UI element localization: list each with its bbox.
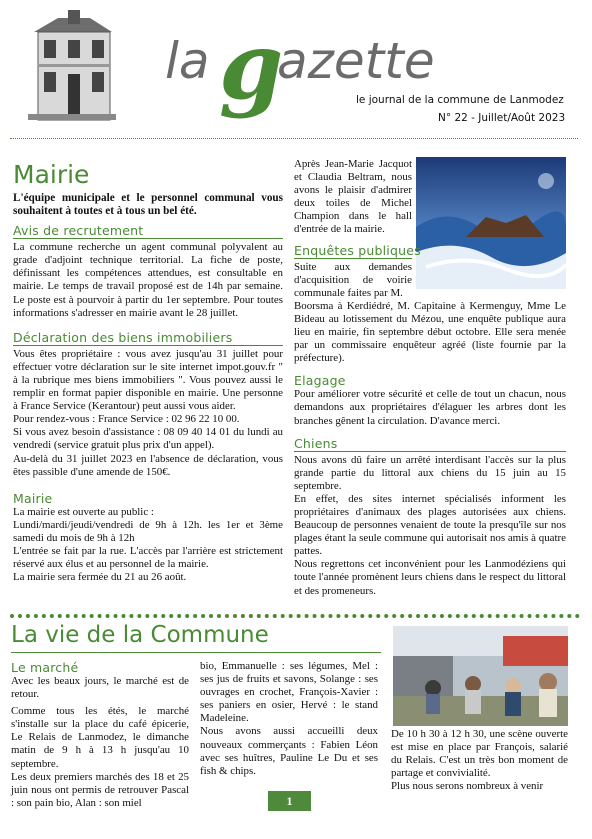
page-number: 1	[286, 793, 293, 808]
enquetes-text-a: Suite aux demandes d'acquisition de voirie communale faites par M.	[294, 260, 412, 299]
divider	[294, 451, 566, 453]
horaires-heading: Mairie	[13, 490, 53, 506]
marche-heading: Le marché	[11, 660, 79, 675]
expo-text: Après Jean-Marie Jacquot et Claudia Beltram, nous avons le plaisir d'admirer deux toiles de Michel Champion dans le hall d'entrée de la mairie.	[294, 158, 412, 236]
header-subtitle: le journal de la commune de Lanmodez	[356, 94, 564, 106]
header-rule	[10, 138, 578, 140]
divider	[294, 258, 412, 260]
chiens-p2: En effet, des sites internet spécialisés informent les propriétaires d'animaux des plages autorisées aux chiens. Beaucoup de personnes venaient de toute la presqu'île sur nos plages étant la seule commune qui autorisait nos amis à quatre pattes.	[294, 492, 566, 558]
marche-col2-p1: bio, Emmanuelle : ses légumes, Mel : ses jus de fruits et savons, Solange : ses ouvrages en crochet, François-Xavier : ses paniers en osier, Hervé : le stand Madeleine.	[200, 660, 378, 725]
horaires-p4: La mairie sera fermée du 21 au 26 août.	[13, 571, 187, 584]
vie-title-rule	[11, 652, 381, 653]
left-column	[13, 192, 283, 584]
logo-g: g	[219, 12, 284, 120]
horaires-p1: La mairie est ouverte au public :	[13, 505, 154, 518]
divider	[13, 238, 283, 240]
divider	[13, 345, 283, 347]
marche-col2-p2: Nous avons aussi accueilli deux nouveaux commerçants : Fabien Léon avec ses huîtres, Pauline Le Du et ses fish & chips.	[200, 725, 378, 777]
recrutement-heading: Avis de recrutement	[13, 223, 144, 239]
page-number-badge	[268, 791, 311, 811]
marche-p1: Avec les beaux jours, le marché est de retour.	[11, 675, 189, 701]
gazette-logo	[165, 12, 465, 128]
marche-col3	[391, 728, 568, 793]
chiens-p3: Nous regrettons cet inconvénient pour les Lanmodéziens qui toute l'année promènent leurs chiens dans le respect du littoral et des promeneurs.	[294, 558, 566, 597]
enquetes-text-b: Boorsma à Kerdiédré, M. Capitaine à Kermenguy, Mme Le Bideau au lotissement du Mézou, une enquête publique aura lieu en mairie, fin septembre début octobre. Elle sera menée par un commissaire enquêteur agréé (liste fournie par la préfecture).	[294, 299, 566, 365]
logo-azette: azette	[277, 32, 435, 90]
mairie-building-image	[28, 10, 116, 122]
elagage-heading: Elagage	[294, 373, 346, 389]
marche-col1	[11, 660, 189, 810]
section-separator	[10, 614, 580, 618]
biens-p1: Vous êtes propriétaire : vous avez jusqu'au 31 juillet pour effectuer votre déclaration sur le site internet impot.gouv.fr " à la rubrique mes biens immobiliers ". Vous pouvez aussi le remplir en format papier disponible en mairie. Une personne à France Service (Kerantour) peut aussi vous aider.	[13, 347, 283, 413]
market-photo	[393, 626, 568, 726]
marche-col2	[200, 660, 378, 778]
biens-heading: Déclaration des biens immobiliers	[13, 329, 233, 345]
horaires-p2: Lundi/mardi/jeudi/vendredi de 9h à 12h. les 1er et 3ème samedi du mois de 9h à 12h	[13, 518, 283, 544]
biens-p4: Au-delà du 31 juillet 2023 en l'absence de déclaration, vous êtes passible d'une amende de 150€.	[13, 452, 283, 478]
marche-col3-p1: De 10 h 30 à 12 h 30, une scène ouverte est mise en place par François, salarié du Relais. C'est un très bon moment de partage et convivialité.	[391, 728, 568, 780]
right-column	[294, 158, 566, 598]
mairie-title: Mairie	[13, 160, 90, 189]
horaires-p3: L'entrée se fait par la rue. L'accès par l'arrière est strictement réservé aux élus et au personnel de la mairie.	[13, 544, 283, 571]
logo-la: la	[165, 32, 210, 90]
biens-p3: Si vous avez besoin d'assistance : 08 09 40 14 01 du lundi au vendredi (service gratuit plus prix d'un appel).	[13, 426, 283, 452]
chiens-p1: Nous avons dû faire un arrêté interdisant l'accès sur la plus grande partie du littoral aux chiens du 15 juin au 15 septembre.	[294, 453, 566, 492]
enquetes-heading: Enquêtes publiques	[294, 242, 421, 258]
marche-p2: Comme tous les étés, le marché s'installe sur la place du café épicerie, Le Relais de Lanmodez, le dimanche matin de 9 h à 13 h jusqu'au 10 septembre.	[11, 705, 189, 770]
biens-p2: Pour rendez-vous : France Service : 02 96 22 10 00.	[13, 413, 240, 426]
issue-number: N° 22 - Juillet/Août 2023	[438, 112, 566, 124]
mairie-intro: L'équipe municipale et le personnel communal vous souhaitent à toutes et à tous un bel été.	[13, 192, 283, 218]
elagage-text: Pour améliorer votre sécurité et celle de tout un chacun, nous demandons aux propriétaires d'élaguer les arbres dont les branches gênent la circulation. D'avance merci.	[294, 388, 566, 427]
marche-col3-p2: Plus nous serons nombreux à venir	[391, 780, 544, 793]
recrutement-text: La commune recherche un agent communal polyvalent au grade d'adjoint technique territorial. La fiche de poste, définissant les compétences attendues, est consultable en mairie. Le temps de travail proposé est de 14h par semaine. Le poste est à pourvoir à partir du 1er septembre. Pour toutes informations s'adresser en mairie avant le 28 juillet.	[13, 241, 283, 319]
chiens-heading: Chiens	[294, 435, 338, 451]
marche-p3: Les deux premiers marchés des 18 et 25 juin nous ont permis de retrouver Pascal : son pain bio, Alan : son miel	[11, 770, 189, 809]
vie-title: La vie de la Commune	[11, 622, 269, 648]
